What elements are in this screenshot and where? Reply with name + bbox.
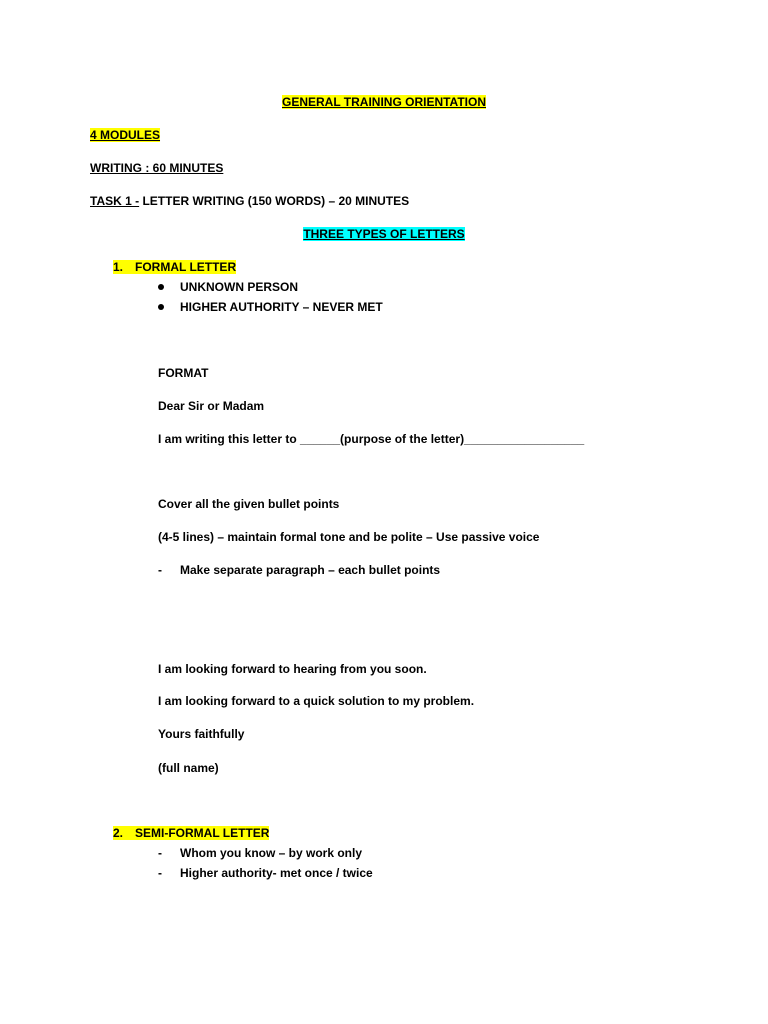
section2-heading-row bbox=[113, 826, 269, 840]
dash-marker: - bbox=[158, 866, 162, 880]
section2-dash-item: Whom you know – by work only bbox=[180, 846, 363, 860]
bullet-dot-icon bbox=[158, 304, 164, 310]
section2-number: 2. bbox=[113, 826, 124, 840]
section1-bullet: UNKNOWN PERSON bbox=[180, 280, 299, 294]
closing-line-1: I am looking forward to hearing from you soon. bbox=[158, 662, 427, 676]
section1-number: 1. bbox=[113, 260, 124, 274]
salutation-line: Dear Sir or Madam bbox=[158, 399, 265, 413]
bullet-dot-icon bbox=[158, 284, 164, 290]
section1-heading-row bbox=[113, 260, 236, 274]
section1-bullet: HIGHER AUTHORITY – NEVER MET bbox=[180, 300, 383, 314]
task1-label: TASK 1 - bbox=[90, 194, 140, 208]
writing-row bbox=[90, 161, 223, 175]
opening-line: I am writing this letter to ______(purpose of the letter)__________________ bbox=[158, 432, 585, 446]
signoff-line: Yours faithfully bbox=[158, 727, 245, 741]
document-title-row bbox=[0, 95, 768, 109]
writing-heading: WRITING : 60 MINUTES bbox=[90, 161, 224, 175]
cover-line: Cover all the given bullet points bbox=[158, 497, 340, 511]
section1-heading: FORMAL LETTER bbox=[135, 260, 237, 274]
fullname-line: (full name) bbox=[158, 761, 219, 775]
modules-heading: 4 MODULES bbox=[90, 128, 161, 142]
lines-note: (4-5 lines) – maintain formal tone and be polite – Use passive voice bbox=[158, 530, 540, 544]
dash-marker: - bbox=[158, 846, 162, 860]
section2-dash-item: Higher authority- met once / twice bbox=[180, 866, 373, 880]
section1-bullet-row bbox=[158, 280, 298, 294]
separate-line: Make separate paragraph – each bullet points bbox=[180, 563, 441, 577]
types-heading: THREE TYPES OF LETTERS bbox=[303, 227, 465, 241]
section2-dash-row bbox=[158, 866, 373, 880]
document-title: GENERAL TRAINING ORIENTATION bbox=[282, 95, 486, 109]
section1-bullet-row bbox=[158, 300, 383, 314]
dash-marker: - bbox=[158, 563, 162, 577]
task1-row bbox=[90, 194, 409, 208]
types-heading-row bbox=[0, 227, 768, 241]
section2-dash-row bbox=[158, 846, 362, 860]
separate-row bbox=[158, 563, 440, 577]
section2-heading: SEMI-FORMAL LETTER bbox=[135, 826, 270, 840]
task1-text: LETTER WRITING (150 WORDS) – 20 MINUTES bbox=[139, 194, 410, 208]
format-label: FORMAT bbox=[158, 366, 209, 380]
modules-row bbox=[90, 128, 160, 142]
closing-line-2: I am looking forward to a quick solution to my problem. bbox=[158, 694, 475, 708]
